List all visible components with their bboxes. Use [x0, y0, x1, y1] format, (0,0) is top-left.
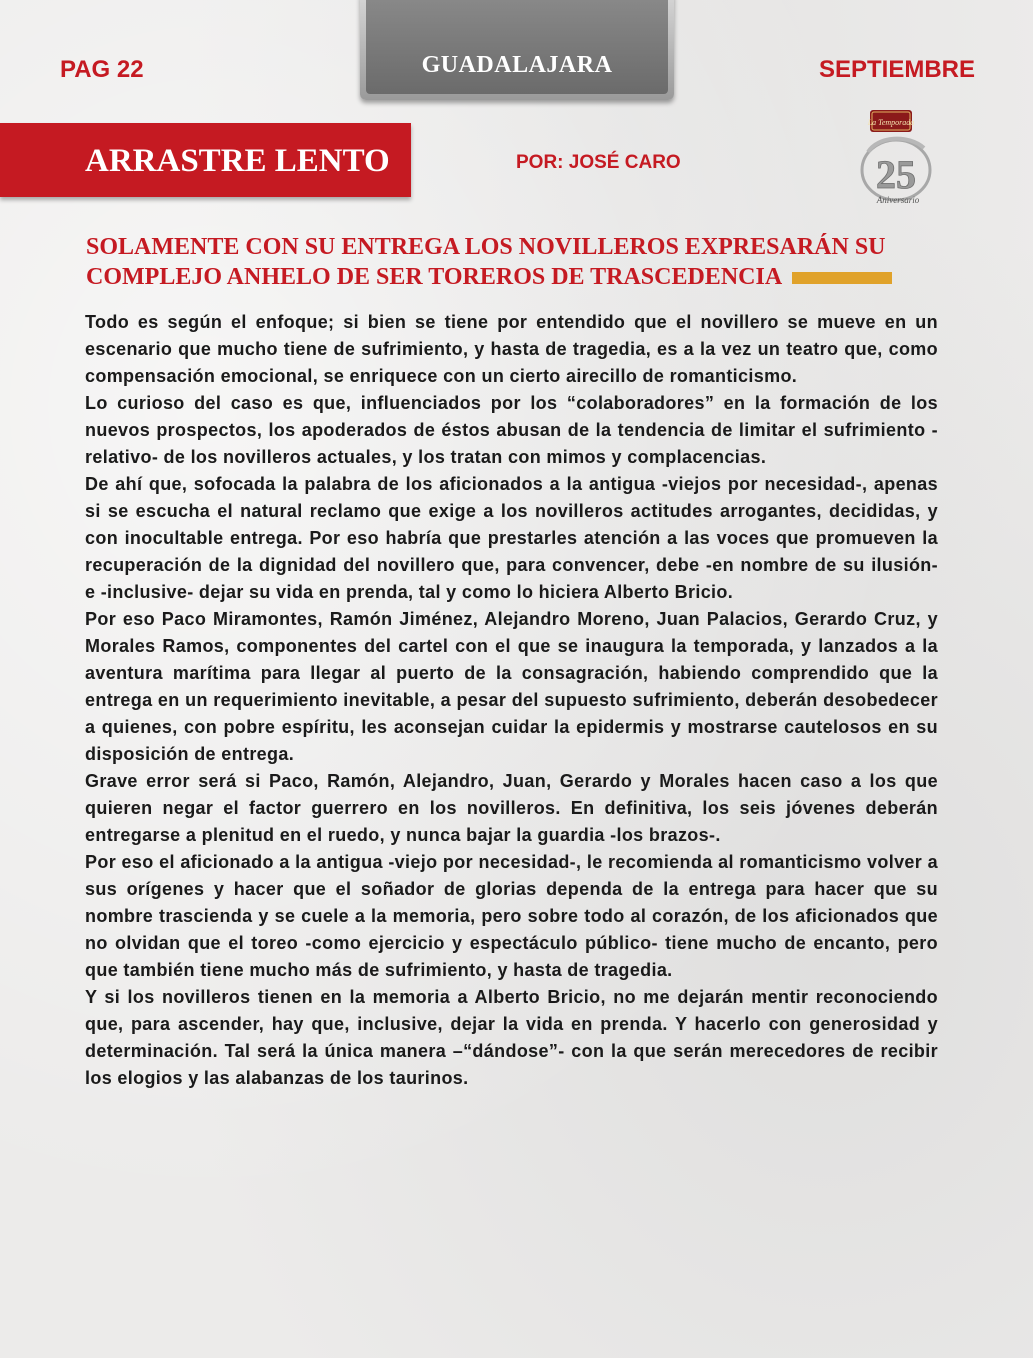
section-title: ARRASTRE LENTO	[85, 143, 390, 179]
page-number: PAG 22	[60, 56, 144, 83]
logo-number: 25	[876, 152, 916, 197]
article-paragraph: De ahí que, sofocada la palabra de los aficionados a la antigua -viejos por necesidad-, apenas si se escucha el natural reclamo que exige a los novilleros actitudes arrogantes, decididas, y con inocultable entrega. Por eso habría que prestarles atención a las voces que promueven la recuperación de la dignidad del novillero que, para convencer, debe -en nombre de su ilusión- e -inclusive- dejar su vida en prenda, tal y como lo hiciera Alberto Bricio.	[85, 474, 938, 602]
article-paragraph: Y si los novilleros tienen en la memoria a Alberto Bricio, no me dejarán mentir reconociendo que, para ascender, hay que, inclusive, dejar la vida en prenda. Y hacerlo con generosidad y determinación. Tal será la única manera –“dándose”- con la que serán merecedores de recibir los elogios y las alabanzas de los taurinos.	[85, 987, 938, 1088]
anniversary-logo-graphic	[856, 108, 938, 208]
author-byline: POR: JOSÉ CARO	[516, 152, 681, 173]
headline-accent-bar	[792, 272, 892, 284]
logo-brand-text: La Temporada	[867, 118, 915, 127]
article-body	[85, 309, 938, 1092]
article-paragraph: Por eso Paco Miramontes, Ramón Jiménez, Alejandro Moreno, Juan Palacios, Gerardo Cruz, y Morales Ramos, componentes del cartel con el que se inaugura la temporada, y lanzados a la aventura marítima para llegar al puerto de la consagración, habiendo comprendido que la entrega en un requerimiento inevitable, a pesar del supuesto sufrimiento, deberán desobedecer a quienes, con pobre espíritu, les aconsejan cuidar la epidermis y mostrarse cautelosos en su disposición de entrega.	[85, 609, 938, 764]
article-paragraph: Lo curioso del caso es que, influenciados por los “colaboradores” en la formación de los nuevos prospectos, los apoderados de éstos abusan de la tendencia de limitar el sufrimiento -relativo- de los novilleros actuales, y los tratan con mimos y complacencias.	[85, 393, 938, 467]
section-banner	[0, 123, 411, 197]
city-tab	[360, 0, 674, 100]
article-paragraph: Por eso el aficionado a la antigua -viejo por necesidad-, le recomienda al romanticismo volver a sus orígenes y hacer que el soñador de glorias dependa de la entrega para hacer que su nombre trascienda y se cuele a la memoria, pero sobre todo al corazón, de los aficionados que no olvidan que el toreo -como ejercicio y espectáculo público- tiene mucho de encanto, pero que también tiene mucho más de sufrimiento, y hasta de tragedia.	[85, 852, 938, 980]
article-paragraph: Todo es según el enfoque; si bien se tiene por entendido que el novillero se mueve en un escenario que mucho tiene de sufrimiento, y hasta de tragedia, es a la vez un teatro que, como compensación emocional, se enriquece con un cierto airecillo de romanticismo.	[85, 312, 938, 386]
issue-month: SEPTIEMBRE	[818, 56, 975, 83]
city-name: GUADALAJARA	[421, 52, 613, 78]
article-headline-block	[86, 232, 946, 292]
article-paragraph: Grave error será si Paco, Ramón, Alejandro, Juan, Gerardo y Morales hacen caso a los que quieren negar el factor guerrero en los novilleros. En definitiva, los seis jóvenes deberán entregarse a plenitud en el ruedo, y nunca bajar la guardia -los brazos-.	[85, 771, 938, 845]
article-headline: SOLAMENTE CON SU ENTREGA LOS NOVILLEROS EXPRESARÁN SU COMPLEJO ANHELO DE SER TOREROS DE TRASCEDENCIA	[86, 234, 886, 290]
logo-caption: Aniversario	[876, 195, 920, 205]
anniversary-logo	[856, 108, 938, 208]
city-tab-inner	[366, 0, 668, 94]
